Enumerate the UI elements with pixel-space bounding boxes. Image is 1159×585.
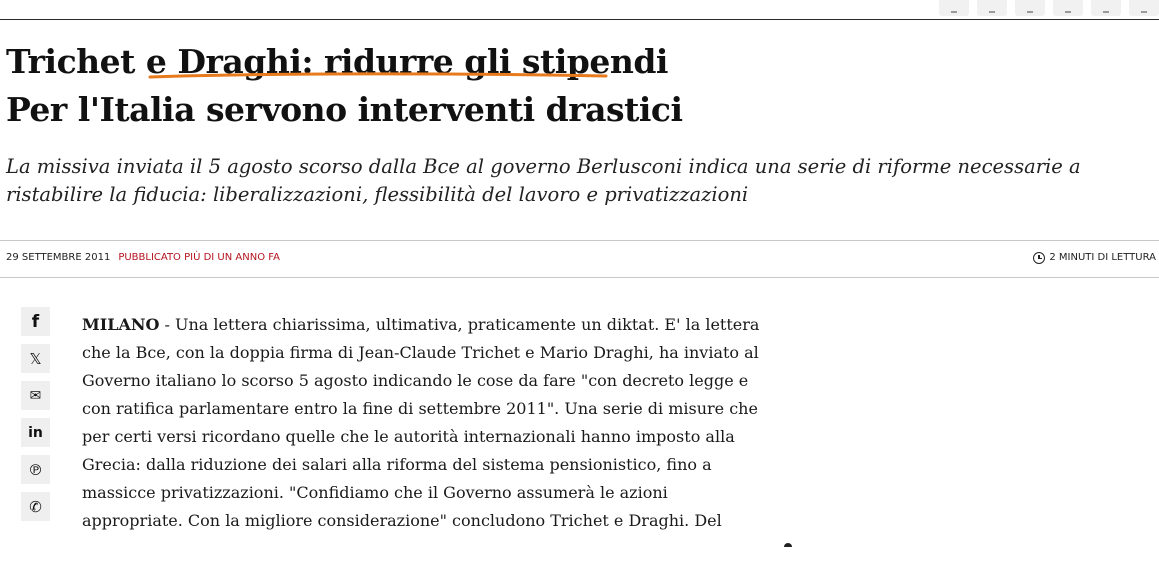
pinterest-share-button[interactable] xyxy=(21,455,50,484)
toolbar-button-6[interactable] xyxy=(1129,0,1159,16)
share-rail xyxy=(21,307,50,521)
article-paragraph xyxy=(82,311,772,563)
headline-underline xyxy=(148,70,610,82)
content-cutoff xyxy=(0,538,1159,585)
headline-line-2: Per l'Italia servono interventi drastici xyxy=(6,90,683,129)
publish-date: 29 SETTEMBRE 2011 xyxy=(6,252,111,263)
email-share-button[interactable] xyxy=(21,381,50,410)
published-notice: PUBBLICATO PIÙ DI UN ANNO FA xyxy=(118,252,280,263)
toolbar-button-3[interactable] xyxy=(1015,0,1045,16)
x-twitter-icon: 𝕏 xyxy=(29,349,42,368)
linkedin-share-button[interactable] xyxy=(21,418,50,447)
clock-icon xyxy=(1033,252,1045,264)
meta-bottom-divider xyxy=(0,277,1159,278)
headline-line-1: Trichet e Draghi: ridurre gli stipendi xyxy=(6,42,668,81)
article-meta xyxy=(6,251,1156,265)
scroll-indicator xyxy=(784,543,792,547)
article-summary: La missiva inviata il 5 agosto scorso dalla Bce al governo Berlusconi indica una serie di riforme necessarie a ristabilire la fiducia: liberalizzazioni, flessibilità del lavoro e privatizzazioni xyxy=(6,155,1081,206)
article-text: - Una lettera chiarissima, ultimativa, praticamente un diktat. E' la lettera che la Bce, con la doppia firma di Jean-Claude Trichet e Mario Draghi, ha inviato al Governo italiano lo scorso 5 agosto indicando le cose da fare "con decreto legge e con ratifica parlamentare entro la fine di settembre 2011". Una serie di misure che per certi versi ricordano quelle che le autorità internazionali hanno imposto alla Grecia: dalla riduzione dei salari alla riforma del sistema pensionistico, fino a massicce privatizzazioni. "Confidiamo che il Governo assumerà le azioni appropriate. Con la migliore considerazione" concludono Trichet e Draghi. Del xyxy=(82,315,760,530)
toolbar-button-2[interactable] xyxy=(977,0,1007,16)
toolbar-button-1[interactable] xyxy=(939,0,969,16)
reading-time xyxy=(1033,251,1156,265)
facebook-icon: f xyxy=(31,311,40,332)
dateline-city: MILANO xyxy=(82,315,160,334)
top-toolbar xyxy=(939,0,1159,16)
facebook-share-button[interactable] xyxy=(21,307,50,336)
article-body xyxy=(82,311,772,563)
x-share-button[interactable] xyxy=(21,344,50,373)
header-divider xyxy=(0,19,1159,20)
meta-top-divider xyxy=(0,240,1159,241)
reading-time-label: 2 MINUTI DI LETTURA xyxy=(1049,252,1156,263)
whatsapp-icon: ✆ xyxy=(29,497,42,516)
toolbar-button-4[interactable] xyxy=(1053,0,1083,16)
linkedin-icon: in xyxy=(28,424,43,441)
pinterest-icon: ℗ xyxy=(28,460,43,479)
whatsapp-share-button[interactable] xyxy=(21,492,50,521)
headline xyxy=(6,38,683,134)
toolbar-button-5[interactable] xyxy=(1091,0,1121,16)
email-icon: ✉ xyxy=(29,387,42,404)
